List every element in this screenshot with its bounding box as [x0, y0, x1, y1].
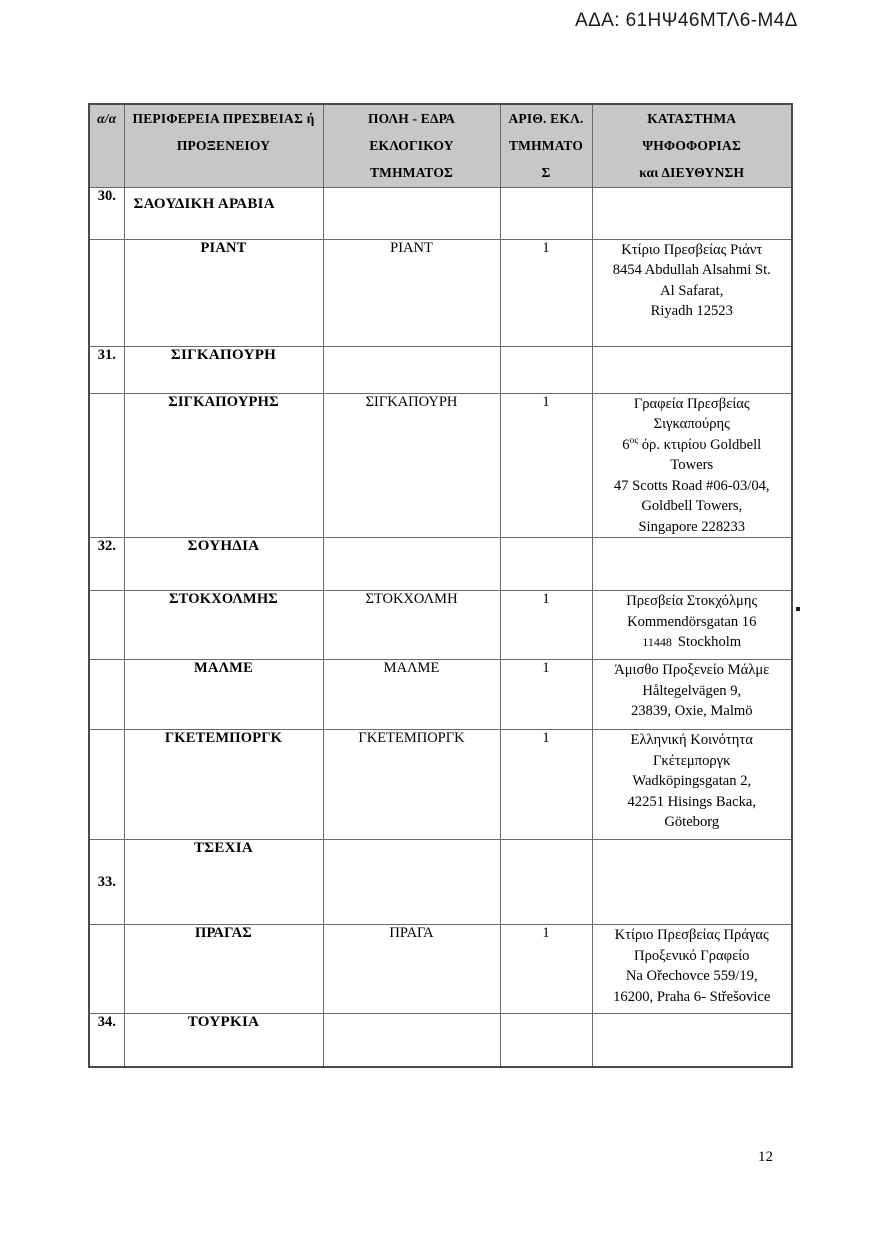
empty-cell [89, 730, 124, 840]
station-city: ΠΡΑΓΑ [323, 925, 500, 1014]
station-count: 1 [500, 393, 592, 538]
station-count: 1 [500, 925, 592, 1014]
postal-city: Stockholm [677, 634, 742, 650]
empty-cell [500, 1014, 592, 1067]
empty-cell [323, 538, 500, 591]
station-city: ΡΙΑΝΤ [323, 239, 500, 346]
floor-ordinal-sup: ος [629, 435, 639, 446]
address-line: Γραφεία Πρεσβείας [633, 395, 750, 412]
address-line: Al Safarat, [660, 282, 724, 299]
address-line: Wadköpingsgatan 2, [632, 773, 752, 789]
station-count: 1 [500, 239, 592, 346]
floor-number: 6 [622, 436, 630, 453]
empty-cell [323, 1014, 500, 1067]
address-line: 47 Scotts Road #06-03/04, [613, 477, 770, 494]
polling-stations-table-wrap [88, 103, 793, 1068]
country-name: ΤΣΕΧΙΑ [124, 840, 323, 925]
country-number: 33. [89, 840, 124, 925]
header-line: και ΔΙΕΥΘΥΝΣΗ [639, 165, 745, 180]
header-line: ΠΡΟΞΕΝΕΙΟΥ [176, 138, 271, 153]
floor-rest: όρ. κτιρίου Goldbell [638, 436, 762, 453]
station-row [89, 591, 792, 660]
station-row [89, 239, 792, 346]
station-address [592, 591, 792, 660]
empty-cell [323, 346, 500, 393]
address-line: Άμισθο Προξενείο Μάλμε [614, 662, 770, 678]
header-line: ΚΑΤΑΣΤΗΜΑ [647, 111, 737, 126]
header-index-label: α/α [97, 111, 117, 126]
country-number: 30. [89, 187, 124, 239]
station-address [592, 239, 792, 346]
country-name: ΣΟΥΗΔΙΑ [124, 538, 323, 591]
station-address [592, 730, 792, 840]
country-number: 31. [89, 346, 124, 393]
table-header-row [89, 104, 792, 187]
address-line: Goldbell Towers, [641, 498, 743, 514]
empty-cell [323, 840, 500, 925]
polling-stations-table [88, 103, 793, 1068]
postal-code: 11448 [642, 635, 672, 649]
header-cell-region [124, 104, 323, 187]
station-count: 1 [500, 591, 592, 660]
address-line: Ελληνική Κοινότητα [630, 732, 753, 748]
station-count: 1 [500, 730, 592, 840]
address-line: Kommendörsgatan 16 [627, 613, 757, 630]
address-line: Κτίριο Πρεσβείας Ριάντ [621, 241, 763, 258]
ada-reference-code: ΑΔΑ: 61ΗΨ46ΜΤΛ6-Μ4Δ [575, 10, 798, 31]
country-row [89, 187, 792, 239]
station-row [89, 393, 792, 538]
address-line: Πρεσβεία Στοκχόλμης [626, 593, 758, 609]
empty-cell [500, 346, 592, 393]
country-row [89, 840, 792, 925]
empty-cell [592, 538, 792, 591]
header-line: ΠΕΡΙΦΕΡΕΙΑ ΠΡΕΣΒΕΙΑΣ ή [132, 111, 315, 126]
empty-cell [89, 393, 124, 538]
station-region: ΡΙΑΝΤ [124, 239, 323, 346]
station-row [89, 660, 792, 730]
empty-cell [592, 1014, 792, 1067]
country-row [89, 346, 792, 393]
address-line: 16200, Praha 6- Střešovice [613, 988, 771, 1005]
header-line: Σ [541, 165, 551, 180]
header-cell-station [592, 104, 792, 187]
page-number: 12 [758, 1149, 773, 1165]
country-name: ΤΟΥΡΚΙΑ [124, 1014, 323, 1067]
empty-cell [592, 187, 792, 239]
address-line: Riyadh 12523 [650, 303, 733, 319]
empty-cell [500, 187, 592, 239]
station-region: ΣΙΓΚΑΠΟΥΡΗΣ [124, 393, 323, 538]
header-line: ΕΚΛΟΓΙΚΟΥ [369, 138, 454, 153]
station-address [592, 925, 792, 1014]
header-cell-count [500, 104, 592, 187]
address-line: Towers [670, 457, 714, 473]
empty-cell [89, 591, 124, 660]
empty-cell [323, 187, 500, 239]
station-region: ΠΡΑΓΑΣ [124, 925, 323, 1014]
station-region: ΣΤΟΚΧΟΛΜΗΣ [124, 591, 323, 660]
station-address [592, 393, 792, 538]
station-region: ΜΑΛΜΕ [124, 660, 323, 730]
country-number: 34. [89, 1014, 124, 1067]
address-line: 8454 Abdullah Alsahmi St. [612, 262, 771, 278]
empty-cell [500, 840, 592, 925]
address-line-postal [593, 632, 792, 653]
header-line: ΨΗΦΟΦΟΡΙΑΣ [642, 138, 741, 153]
station-city: ΣΙΓΚΑΠΟΥΡΗ [323, 393, 500, 538]
station-address [592, 660, 792, 730]
address-line: Κτίριο Πρεσβείας Πράγας [614, 927, 769, 943]
country-number: 32. [89, 538, 124, 591]
address-line: Singapore 228233 [638, 518, 746, 535]
station-city: ΣΤΟΚΧΟΛΜΗ [323, 591, 500, 660]
empty-cell [89, 925, 124, 1014]
country-row [89, 1014, 792, 1067]
station-region: ΓΚΕΤΕΜΠΟΡΓΚ [124, 730, 323, 840]
station-row [89, 730, 792, 840]
address-line: Προξενικό Γραφείο [634, 947, 750, 964]
address-line-floor [593, 435, 792, 456]
header-line: ΠΟΛΗ - ΕΔΡΑ [367, 111, 456, 126]
empty-cell [592, 840, 792, 925]
empty-cell [500, 538, 592, 591]
header-cell-city [323, 104, 500, 187]
empty-cell [89, 660, 124, 730]
address-line: 23839, Oxie, Malmö [630, 703, 753, 719]
header-line: ΑΡΙΘ. ΕΚΛ. [508, 111, 584, 126]
address-line: Na Ořechovce 559/19, [625, 968, 758, 984]
station-city: ΓΚΕΤΕΜΠΟΡΓΚ [323, 730, 500, 840]
header-line: ΤΜΗΜΑΤΟ [508, 138, 584, 153]
address-line: Γκέτεμποργκ [653, 752, 731, 769]
country-name: ΣΙΓΚΑΠΟΥΡΗ [124, 346, 323, 393]
station-city: ΜΑΛΜΕ [323, 660, 500, 730]
station-row [89, 925, 792, 1014]
empty-cell [89, 239, 124, 346]
address-line: 42251 Hisings Backa, [627, 793, 756, 810]
address-line: Σιγκαπούρης [653, 416, 730, 432]
country-name: ΣΑΟΥΔΙΚΗ ΑΡΑΒΙΑ [124, 187, 323, 239]
header-cell-index [89, 104, 124, 187]
address-line: Håltegelvägen 9, [642, 682, 742, 699]
station-count: 1 [500, 660, 592, 730]
header-line: ΤΜΗΜΑΤΟΣ [369, 165, 454, 180]
empty-cell [592, 346, 792, 393]
address-line: Göteborg [664, 814, 720, 830]
country-row [89, 538, 792, 591]
stray-scan-dot [796, 607, 800, 611]
